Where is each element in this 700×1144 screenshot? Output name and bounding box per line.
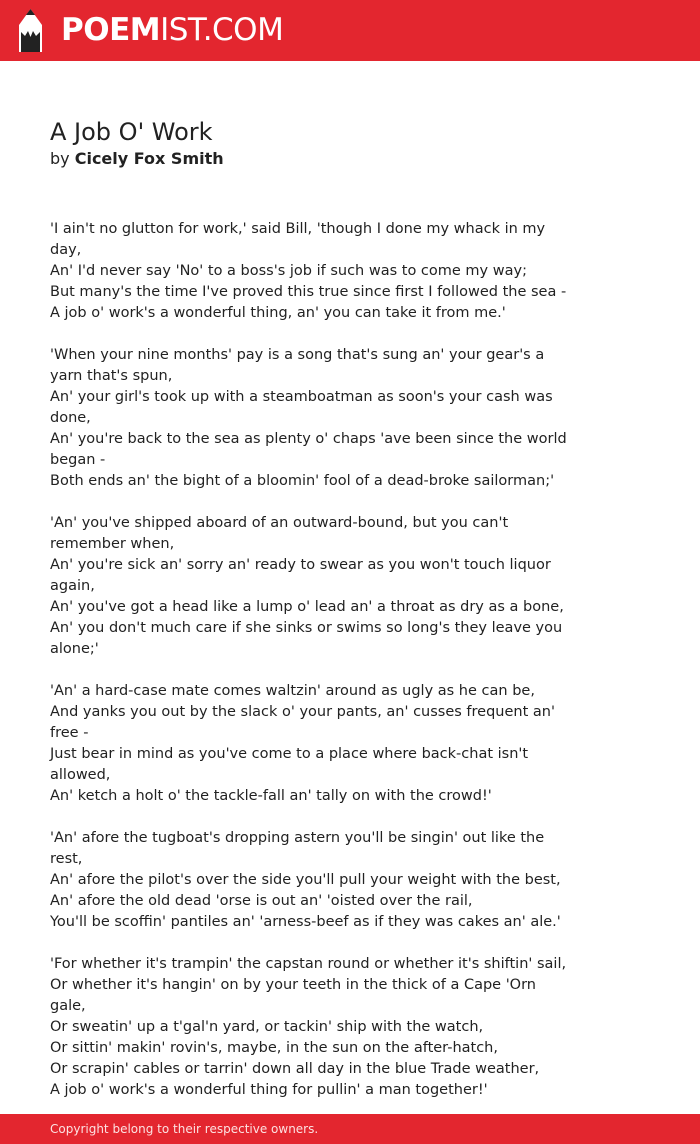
poem-line: Just bear in mind as you've come to a place where back-chat isn't allowed,: [50, 746, 529, 783]
poem-line: An' ketch a holt o' the tackle-fall an' tally on with the crowd!': [50, 788, 492, 804]
site-logo-text[interactable]: [61, 9, 283, 51]
poem-title: A Job O' Work: [50, 118, 213, 146]
by-label: by: [50, 149, 70, 168]
poem-line: 'An' a hard-case mate comes waltzin' around as ugly as he can be,: [50, 683, 535, 699]
poem-line: An' you've got a head like a lump o' lead an' a throat as dry as a bone,: [50, 599, 564, 615]
poem-line: An' you're back to the sea as plenty o' chaps 'ave been since the world began -: [50, 431, 567, 468]
poem-line: An' your girl's took up with a steamboatman as soon's your cash was done,: [50, 389, 553, 426]
pencil-tip-icon[interactable]: [18, 8, 43, 53]
poem-line: And yanks you out by the slack o' your pants, an' cusses frequent an' free -: [50, 704, 555, 741]
poem-line: You'll be scoffin' pantiles an' 'arness-beef as if they was cakes an' ale.': [50, 914, 561, 930]
poem-line: An' afore the old dead 'orse is out an' 'oisted over the rail,: [50, 893, 473, 909]
poem-line: But many's the time I've proved this true since first I followed the sea -: [50, 284, 567, 300]
byline: [50, 148, 224, 170]
poem-line: Or sweatin' up a t'gal'n yard, or tackin' ship with the watch,: [50, 1019, 484, 1035]
site-header: [0, 0, 700, 61]
author-name: Cicely Fox Smith: [74, 149, 224, 168]
stanza: [50, 681, 575, 807]
brand-light-text: IST.COM: [160, 12, 284, 48]
poem-line: Both ends an' the bight of a bloomin' fool of a dead-broke sailorman;': [50, 473, 555, 489]
poem-line: A job o' work's a wonderful thing for pullin' a man together!': [50, 1082, 488, 1098]
poem-line: Or scrapin' cables or tarrin' down all day in the blue Trade weather,: [50, 1061, 540, 1077]
poem-line: 'For whether it's trampin' the capstan round or whether it's shiftin' sail,: [50, 956, 567, 972]
site-footer: [0, 1114, 700, 1144]
poem-line: An' I'd never say 'No' to a boss's job if such was to come my way;: [50, 263, 527, 279]
copyright-text: Copyright belong to their respective owners.: [50, 1122, 319, 1136]
poem-line: 'I ain't no glutton for work,' said Bill, 'though I done my whack in my day,: [50, 221, 546, 258]
stanza: [50, 219, 575, 324]
poem-line: A job o' work's a wonderful thing, an' you can take it from me.': [50, 305, 506, 321]
poem-line: An' afore the pilot's over the side you'll pull your weight with the best,: [50, 872, 561, 888]
brand-bold-text: POEM: [61, 12, 161, 48]
stanza: [50, 345, 575, 492]
poem-line: Or whether it's hangin' on by your teeth in the thick of a Cape 'Orn gale,: [50, 977, 536, 1014]
poem-body: [50, 219, 575, 1122]
stanza: [50, 954, 575, 1101]
poem-line: 'When your nine months' pay is a song that's sung an' your gear's a yarn that's spun,: [50, 347, 545, 384]
stanza: [50, 513, 575, 660]
poem-line: 'An' you've shipped aboard of an outward-bound, but you can't remember when,: [50, 515, 509, 552]
poem-line: 'An' afore the tugboat's dropping astern you'll be singin' out like the rest,: [50, 830, 545, 867]
poem-line: An' you're sick an' sorry an' ready to swear as you won't touch liquor again,: [50, 557, 551, 594]
poem-line: Or sittin' makin' rovin's, maybe, in the sun on the after-hatch,: [50, 1040, 498, 1056]
poem-line: An' you don't much care if she sinks or swims so long's they leave you alone;': [50, 620, 563, 657]
stanza: [50, 828, 575, 933]
